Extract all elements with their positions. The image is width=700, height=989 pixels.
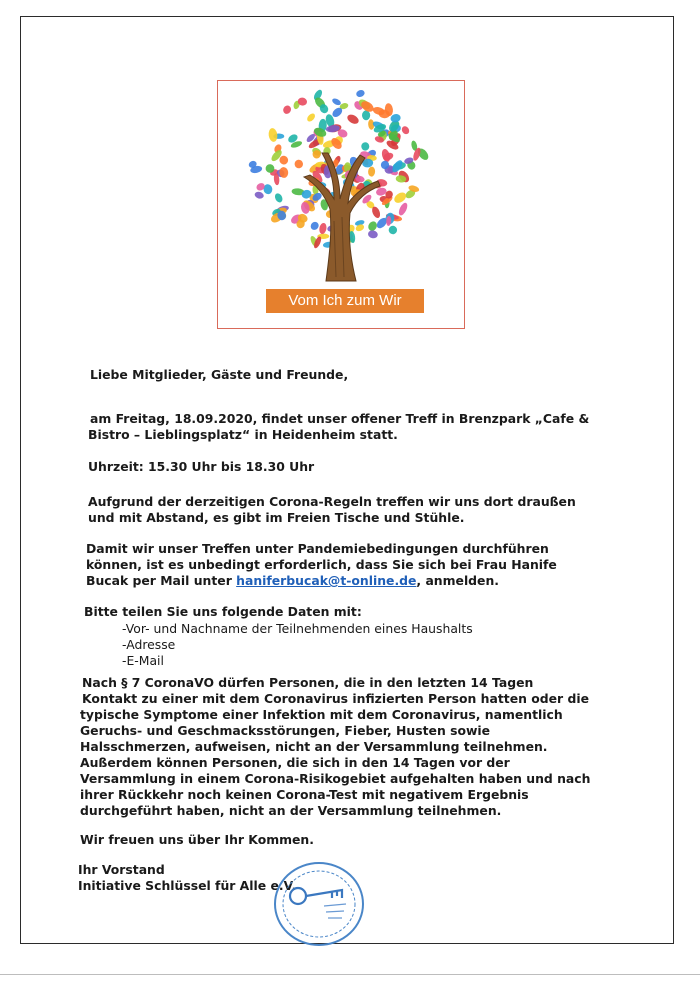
logo (217, 80, 465, 329)
coronavo-line: Nach § 7 CoronaVO dürfen Personen, die in den letzten 14 Tagen (82, 675, 534, 690)
coronavo-line: Halsschmerzen, aufweisen, nicht an der Versammlung teilnehmen. (80, 739, 548, 754)
coronavo-line: Außerdem können Personen, die sich in den 14 Tagen vor der (80, 755, 510, 770)
meeting-time: Uhrzeit: 15.30 Uhr bis 18.30 Uhr (88, 459, 315, 474)
coronavo-line: Geruchs- und Geschmacksstörungen, Fieber, Husten sowie (80, 723, 491, 738)
email-link[interactable]: haniferbucak@t-online.de (236, 573, 417, 588)
intro-line: am Freitag, 18.09.2020, findet unser offener Treff in Brenzpark „Cafe & (90, 411, 590, 426)
scan-edge (0, 974, 700, 975)
data-item: -E-Mail (122, 653, 164, 668)
coronavo-line: Versammlung in einem Corona-Risikogebiet aufgehalten haben und nach (80, 771, 591, 786)
intro-line: Bistro – Lieblingsplatz“ in Heidenheim statt. (88, 427, 398, 442)
data-item: -Vor- und Nachname der Teilnehmenden eines Haushalts (122, 621, 473, 636)
rules-line: Aufgrund der derzeitigen Corona-Regeln treffen wir uns dort draußen (88, 494, 576, 509)
register-line: Damit wir unser Treffen unter Pandemiebedingungen durchführen (86, 541, 549, 556)
register-line: können, ist es unbedingt erforderlich, dass Sie sich bei Frau Hanife (86, 557, 557, 572)
data-item: -Adresse (122, 637, 176, 652)
signature-org: Initiative Schlüssel für Alle e.V. (78, 878, 297, 893)
rules-line: und mit Abstand, es gibt im Freien Tische und Stühle. (88, 510, 465, 525)
coronavo-line: durchgeführt haben, nicht an der Versammlung teilnehmen. (80, 803, 502, 818)
key-stamp-icon (272, 860, 366, 948)
coronavo-line: Kontakt zu einer mit dem Coronavirus infizierten Person hatten oder die (82, 691, 589, 706)
register-line: Bucak per Mail unter haniferbucak@t-online.de, anmelden. (86, 573, 499, 588)
coronavo-line: ihrer Rückkehr noch keinen Corona-Test mit negativem Ergebnis (80, 787, 529, 802)
logo-caption: Vom Ich zum Wir (266, 289, 424, 313)
signature-title: Ihr Vorstand (78, 862, 165, 877)
closing: Wir freuen uns über Ihr Kommen. (80, 832, 314, 847)
data-request: Bitte teilen Sie uns folgende Daten mit: (84, 604, 362, 619)
coronavo-line: typische Symptome einer Infektion mit dem Coronavirus, namentlich (80, 707, 563, 722)
greeting: Liebe Mitglieder, Gäste und Freunde, (90, 367, 349, 382)
